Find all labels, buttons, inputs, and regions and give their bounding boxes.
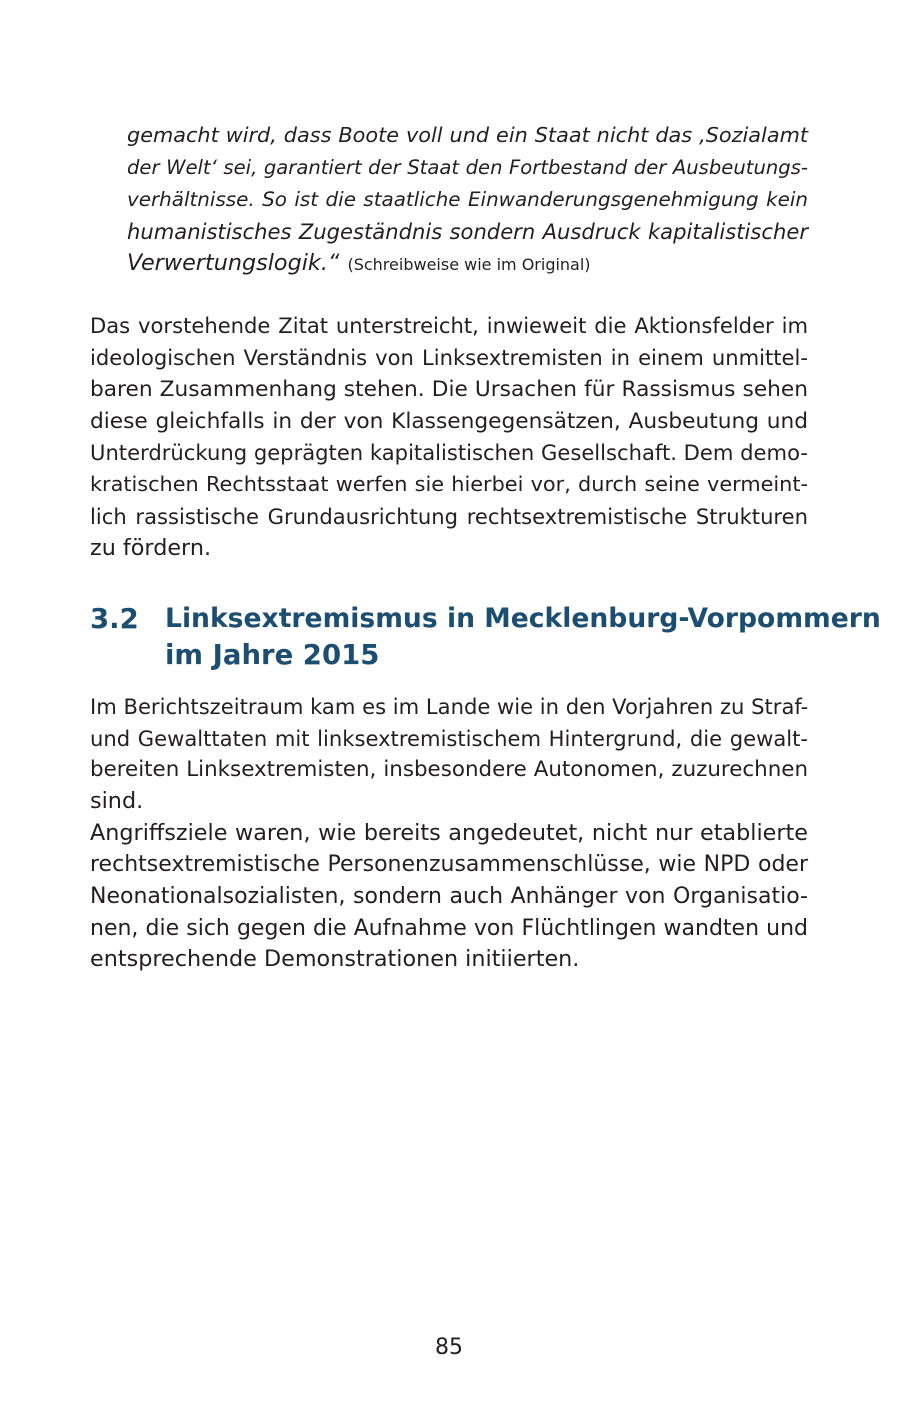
paragraph-line: kratischen Rechtsstaat werfen sie hierbei vor, durch seine vermeint- (90, 472, 808, 496)
quote-last-line (127, 248, 808, 279)
section-title-line: Linksextremismus in Mecklenburg-Vorpommern (165, 603, 881, 634)
page-number: 85 (435, 1335, 463, 1360)
quote-line: gemacht wird, dass Boote voll und ein Staat nicht das ‚Sozialamt (127, 123, 808, 147)
paragraph-line: Im Berichtszeitraum kam es im Lande wie in den Vorjahren zu Straf- (90, 694, 809, 719)
paragraph-line: Das vorstehende Zitat unterstreicht, inwieweit die Aktionsfelder im (90, 313, 808, 338)
paragraph-line: baren Zusammenhang stehen. Die Ursachen für Rassismus sehen (90, 377, 808, 402)
paragraph-line: zu fördern. (90, 535, 212, 561)
paragraph-line: und Gewalttaten mit linksextremistischem Hintergrund, die gewalt- (90, 726, 808, 751)
paragraph-line: nen, die sich gegen die Aufnahme von Flüchtlingen wandten und (90, 916, 808, 941)
quote-line: der Welt‘ sei, garantiert der Staat den Fortbestand der Ausbeutungs- (127, 156, 808, 179)
paragraph-line: Angriffsziele waren, wie bereits angedeutet, nicht nur etablierte (90, 820, 808, 846)
section-number: 3.2 (90, 603, 139, 635)
paragraph-line: bereiten Linksextremisten, insbesondere Autonomen, zuzurechnen (90, 757, 808, 782)
paragraph-line: sind. (90, 788, 144, 814)
paragraph-line: ideologischen Verständnis von Linksextremisten in einem unmittel- (90, 345, 808, 370)
paragraph-line: Neonationalsozialisten, sondern auch Anhänger von Organisatio- (90, 884, 808, 909)
quote-line: verhältnisse. So ist die staatliche Einwanderungsgenehmigung kein (127, 188, 808, 211)
paragraph-line: Unterdrückung geprägten kapitalistischen Gesellschaft. Dem demo- (90, 440, 808, 465)
paragraph-line: diese gleichfalls in der von Klassengegensätzen, Ausbeutung und (90, 409, 808, 434)
paragraph-line: rechtsextremistische Personenzusammenschlüsse, wie NPD oder (90, 852, 808, 877)
paragraph-line: lich rassistische Grundausrichtung rechtsextremistische Strukturen (90, 504, 808, 529)
quote-line: humanistisches Zugeständnis sondern Ausdruck kapitalistischer (127, 219, 808, 244)
quote-line: Verwertungslogik.“ (127, 250, 340, 276)
quote-source-note: (Schreibweise wie im Original) (347, 255, 591, 274)
section-title-line: im Jahre 2015 (165, 639, 380, 671)
paragraph-line: entsprechende Demonstrationen initiierten. (90, 946, 580, 972)
